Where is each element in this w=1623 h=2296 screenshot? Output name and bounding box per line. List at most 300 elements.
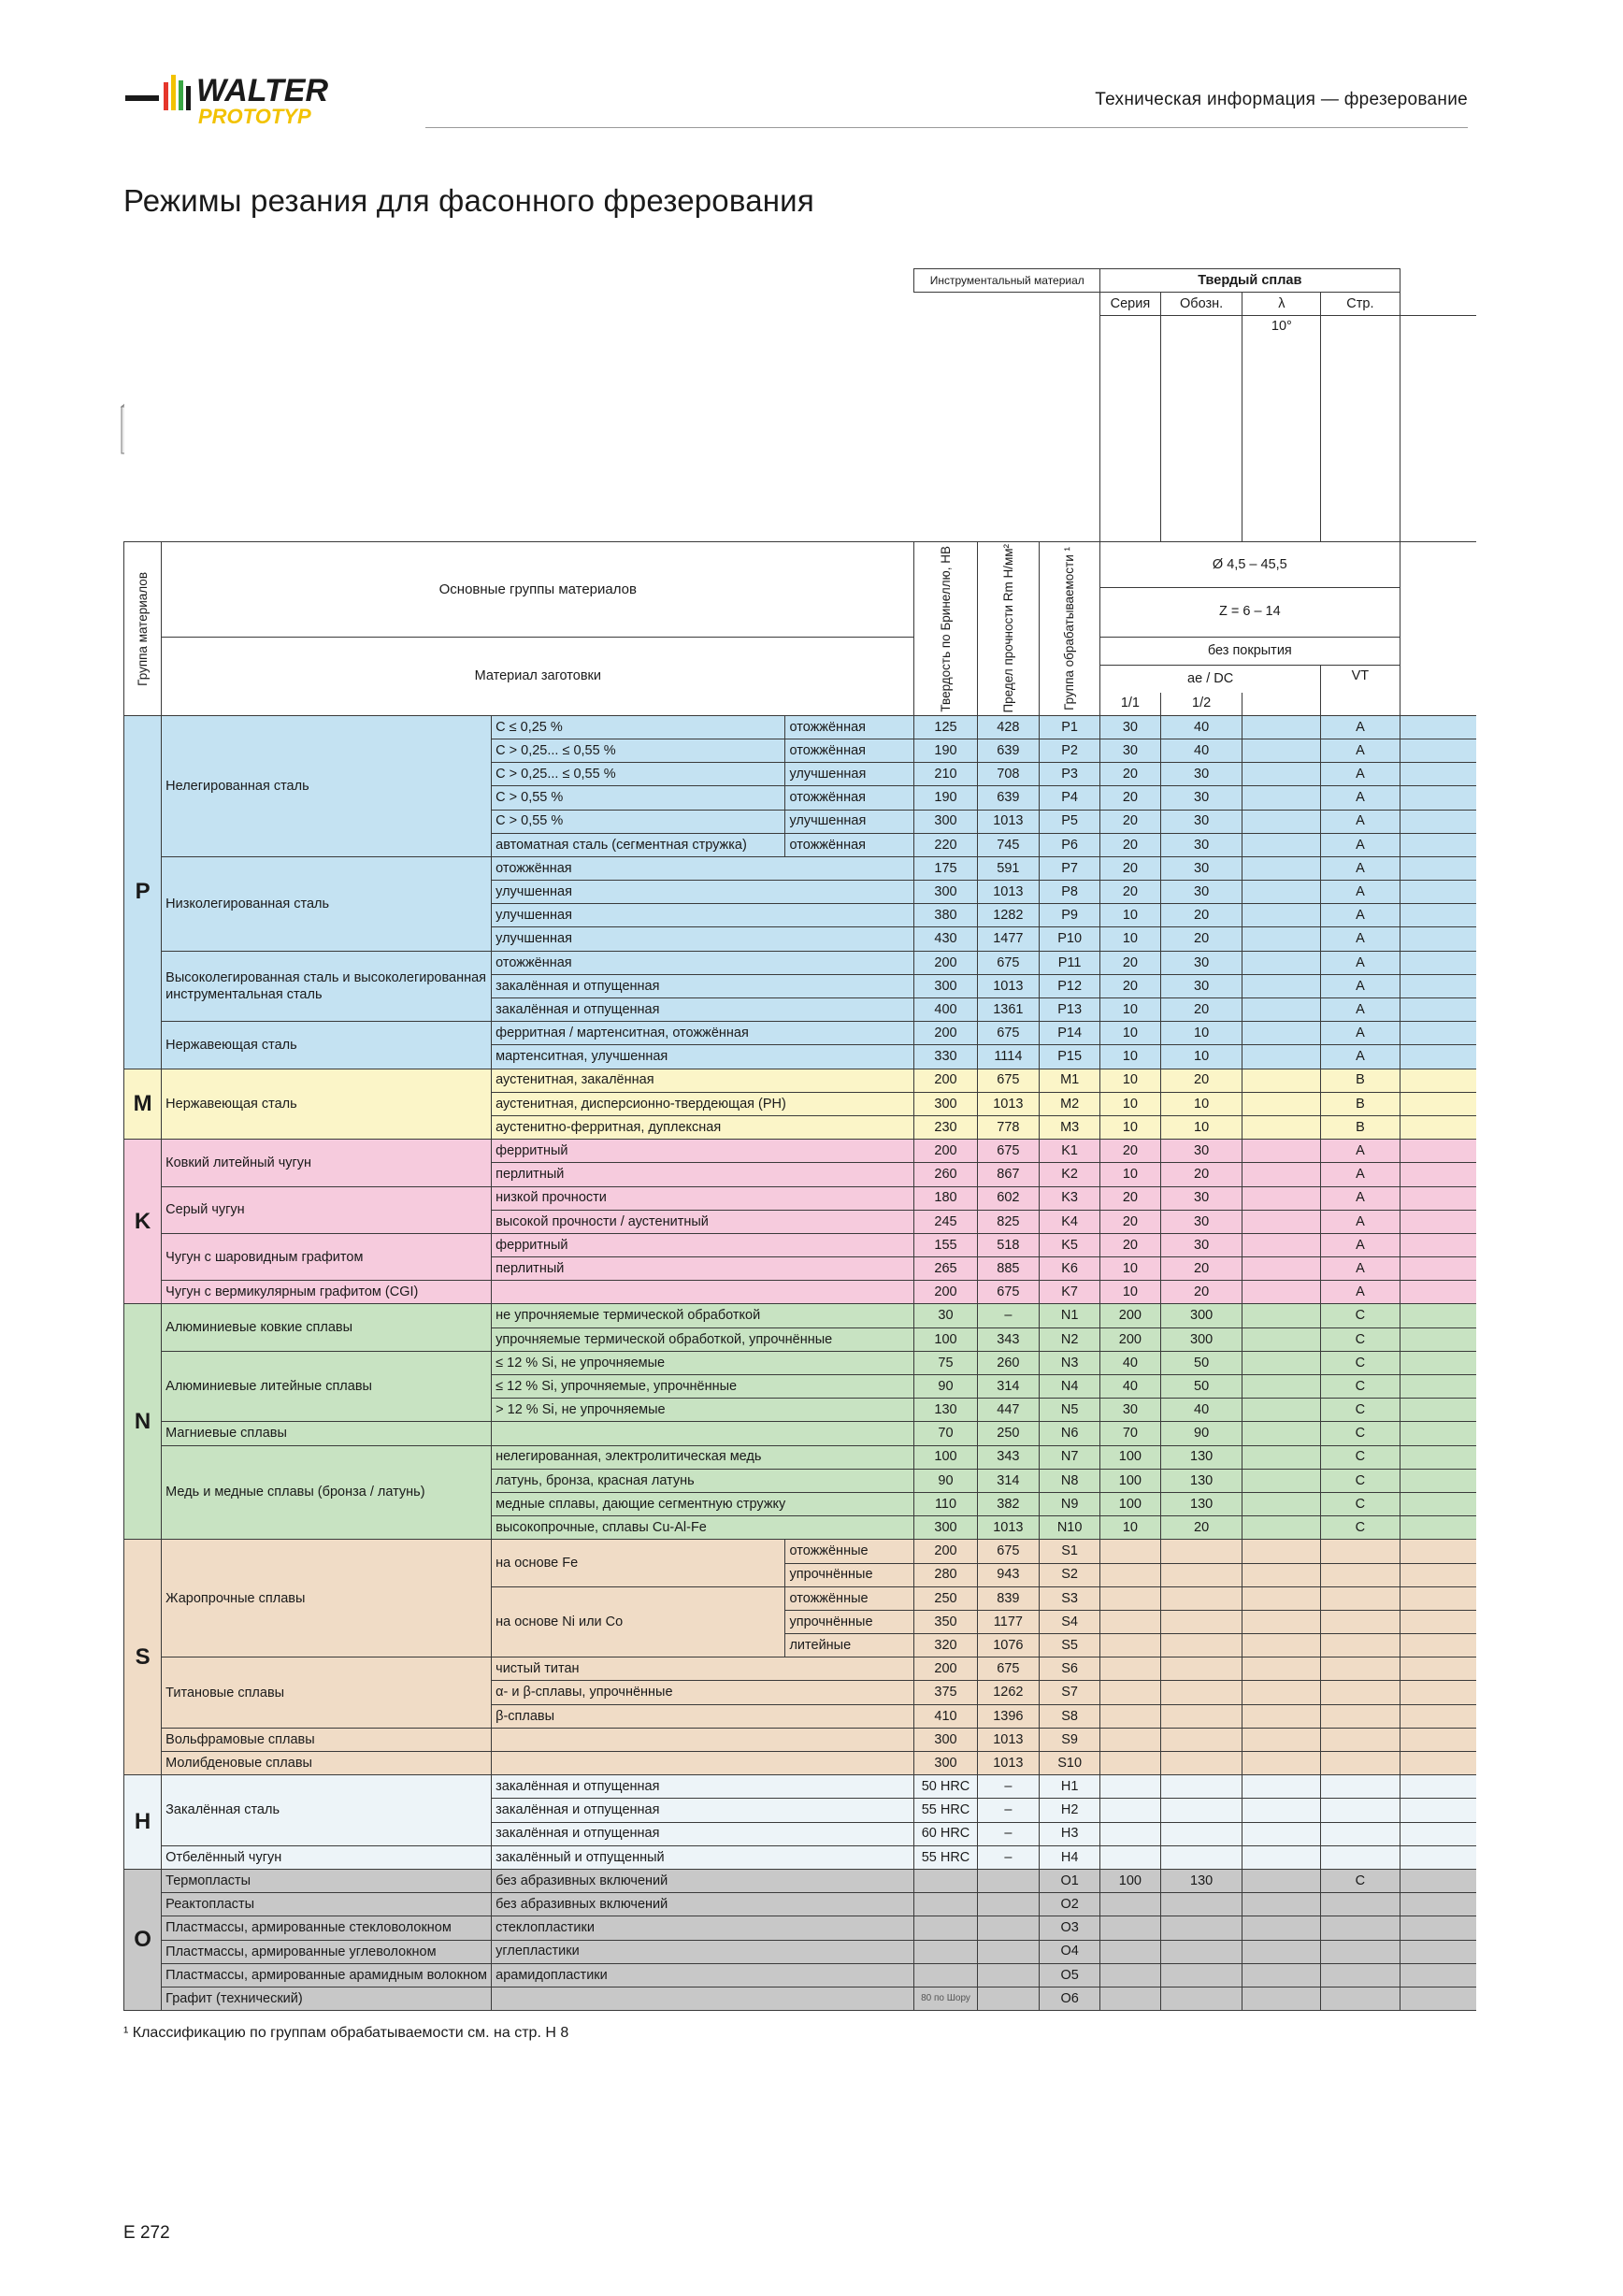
strength-value: – xyxy=(977,1775,1040,1799)
blank-cell xyxy=(1242,1563,1321,1586)
vc-ae-1-2: 20 xyxy=(1160,1257,1242,1281)
vt-value: A xyxy=(1321,715,1400,739)
vc-ae-1-2: 30 xyxy=(1160,1140,1242,1163)
vt-value: A xyxy=(1321,1022,1400,1045)
vc-ae-1-1: 30 xyxy=(1100,1399,1161,1422)
strength-value: 1013 xyxy=(977,881,1040,904)
group-letter-m: M xyxy=(124,1069,162,1140)
strength-value: 1396 xyxy=(977,1704,1040,1728)
vc-ae-1-1 xyxy=(1100,1610,1161,1633)
material-condition: арамидопластики xyxy=(492,1963,914,1987)
table-row xyxy=(124,1422,1623,1445)
blank-cell xyxy=(1242,1540,1321,1563)
vc-ae-1-2: 40 xyxy=(1160,739,1242,762)
blank-cell xyxy=(1242,856,1321,880)
vc-ae-1-1: 10 xyxy=(1100,904,1161,927)
main-group: Пластмассы, армированные стекловолокном xyxy=(162,1916,492,1940)
vc-ae-1-2: 10 xyxy=(1160,1022,1242,1045)
hardness-value: 200 xyxy=(914,1281,977,1304)
vt-value: A xyxy=(1321,1257,1400,1281)
material-condition: C > 0,55 % xyxy=(492,810,785,833)
main-group: Серый чугун xyxy=(162,1186,492,1233)
machinability-code: M1 xyxy=(1040,1069,1100,1092)
vt-value: C xyxy=(1321,1375,1400,1399)
blank-cell xyxy=(1400,1092,1476,1115)
vc-ae-1-1 xyxy=(1100,1799,1161,1822)
page-title: Режимы резания для фасонного фрезерования xyxy=(123,183,814,218)
machinability-code: P2 xyxy=(1040,739,1100,762)
ae-dc-label: aе / DC xyxy=(1100,665,1321,692)
col-page: Стр. xyxy=(1321,293,1400,316)
blank-cell xyxy=(1400,1492,1476,1515)
blank-cell xyxy=(1242,1069,1321,1092)
vc-ae-1-2: 20 xyxy=(1160,904,1242,927)
blank-cell xyxy=(1242,904,1321,927)
vt-label: VT xyxy=(1321,665,1400,715)
vc-ae-1-2 xyxy=(1160,1610,1242,1633)
machinability-code: O5 xyxy=(1040,1963,1100,1987)
machinability-code: K5 xyxy=(1040,1233,1100,1256)
main-group: Нержавеющая сталь xyxy=(162,1022,492,1069)
vt-value xyxy=(1321,1634,1400,1657)
machinability-code: H2 xyxy=(1040,1799,1100,1822)
material-condition: ферритный xyxy=(492,1140,914,1163)
walter-prototyp-logo xyxy=(123,58,395,133)
material-condition: стеклопластики xyxy=(492,1916,914,1940)
vc-ae-1-2 xyxy=(1160,1657,1242,1681)
vc-ae-1-2 xyxy=(1160,1563,1242,1586)
material-condition: углепластики xyxy=(492,1940,914,1963)
material-condition: аустенитная, закалённая xyxy=(492,1069,914,1092)
blank-cell xyxy=(1242,951,1321,974)
code-cell xyxy=(1160,316,1242,542)
vc-ae-1-2 xyxy=(1160,1845,1242,1869)
blank-cell xyxy=(1242,1681,1321,1704)
vc-ae-1-2 xyxy=(1160,1704,1242,1728)
machinability-code: N10 xyxy=(1040,1516,1100,1540)
blank-cell xyxy=(1400,1869,1476,1892)
material-condition: перлитный xyxy=(492,1163,914,1186)
strength-value: 602 xyxy=(977,1186,1040,1210)
vc-ae-1-2 xyxy=(1160,1916,1242,1940)
blank-cell xyxy=(1242,1492,1321,1515)
vc-ae-1-2: 30 xyxy=(1160,881,1242,904)
blank-cell xyxy=(1242,1186,1321,1210)
hardness-value: 90 xyxy=(914,1469,977,1492)
blank-cell xyxy=(1400,1822,1476,1845)
vc-ae-1-2: 20 xyxy=(1160,998,1242,1022)
blank-cell xyxy=(1400,763,1476,786)
hardness-value: 175 xyxy=(914,856,977,880)
vc-ae-1-1: 100 xyxy=(1100,1469,1161,1492)
material-condition: перлитный xyxy=(492,1257,914,1281)
vt-value: A xyxy=(1321,1186,1400,1210)
blank-cell xyxy=(1476,316,1623,542)
blank-cell xyxy=(1400,1163,1476,1186)
vc-ae-1-2: 30 xyxy=(1160,974,1242,997)
main-group: Алюминиевые литейные сплавы xyxy=(162,1351,492,1422)
vc-ae-1-2 xyxy=(1160,1963,1242,1987)
vc-ae-1-2 xyxy=(1160,1893,1242,1916)
blank-cell xyxy=(1400,1375,1476,1399)
tool-material: Твердый сплав xyxy=(1100,269,1400,293)
material-condition: ≤ 12 % Si, упрочняемые, упрочнённые xyxy=(492,1375,914,1399)
vt-value: C xyxy=(1321,1351,1400,1374)
machinability-code: P12 xyxy=(1040,974,1100,997)
strength-value: 1477 xyxy=(977,927,1040,951)
table-row xyxy=(124,1940,1623,1963)
machinability-code: P5 xyxy=(1040,810,1100,833)
machinability-code: P3 xyxy=(1040,763,1100,786)
strength-value: 1361 xyxy=(977,998,1040,1022)
strength-value: – xyxy=(977,1799,1040,1822)
blank-cell xyxy=(1242,1092,1321,1115)
vc-ae-1-2: 30 xyxy=(1160,763,1242,786)
diameter-range: Ø 4,5 – 45,5 xyxy=(1100,542,1400,587)
blank-cell xyxy=(1400,1775,1476,1799)
vt-value xyxy=(1321,1728,1400,1751)
strength-value xyxy=(977,1987,1040,2010)
material-condition: C > 0,55 % xyxy=(492,786,785,810)
blank-cell xyxy=(1476,269,1623,293)
machinability-code: O1 xyxy=(1040,1869,1100,1892)
vc-ae-1-2 xyxy=(1160,1681,1242,1704)
main-group: Термопласты xyxy=(162,1869,492,1892)
vc-ae-1-1: 20 xyxy=(1100,786,1161,810)
vt-value: A xyxy=(1321,739,1400,762)
vc-ae-1-1 xyxy=(1100,1586,1161,1610)
machinability-code: N6 xyxy=(1040,1422,1100,1445)
vc-ae-1-1 xyxy=(1100,1916,1161,1940)
vc-ae-1-1 xyxy=(1100,1657,1161,1681)
blank-cell xyxy=(1242,1022,1321,1045)
hardness-value: 200 xyxy=(914,951,977,974)
material-state: отожжённые xyxy=(785,1540,914,1563)
hardness-value: 260 xyxy=(914,1163,977,1186)
strength-value xyxy=(977,1893,1040,1916)
machinability-code: K4 xyxy=(1040,1210,1100,1233)
vc-ae-1-1 xyxy=(1100,1963,1161,1987)
material-state: отожжённая xyxy=(785,739,914,762)
vc-ae-1-2: 30 xyxy=(1160,1210,1242,1233)
blank-cell xyxy=(1400,542,1476,716)
vt-value: A xyxy=(1321,833,1400,856)
blank-cell xyxy=(1400,1022,1476,1045)
hardness-value: 80 по Шору xyxy=(914,1987,977,2010)
vc-ae-1-2: 30 xyxy=(1160,810,1242,833)
vc-ae-1-1 xyxy=(1100,1540,1161,1563)
strength-value: 343 xyxy=(977,1327,1040,1351)
vt-value: A xyxy=(1321,1233,1400,1256)
tool-material-label: Инструментальный материал xyxy=(914,269,1100,293)
hardness-value: 300 xyxy=(914,1092,977,1115)
hardness-value: 300 xyxy=(914,974,977,997)
vc-ae-1-2 xyxy=(1160,1752,1242,1775)
vc-ae-1-1 xyxy=(1100,1728,1161,1751)
machinability-code: N4 xyxy=(1040,1375,1100,1399)
machinability-code: H4 xyxy=(1040,1845,1100,1869)
hardness-value: 380 xyxy=(914,904,977,927)
vt-value: A xyxy=(1321,998,1400,1022)
vt-value xyxy=(1321,1893,1400,1916)
hardness-value xyxy=(914,1963,977,1987)
table-row xyxy=(124,1728,1623,1751)
blank-cell xyxy=(1400,881,1476,904)
strength-value: 639 xyxy=(977,786,1040,810)
material-condition: отожжённая xyxy=(492,856,914,880)
material-state: литейные xyxy=(785,1634,914,1657)
strength-value: 778 xyxy=(977,1115,1040,1139)
vc-ae-1-1: 100 xyxy=(1100,1492,1161,1515)
machinability-code: P10 xyxy=(1040,927,1100,951)
vt-value: C xyxy=(1321,1399,1400,1422)
vc-ae-1-2 xyxy=(1160,1940,1242,1963)
machinability-code: N8 xyxy=(1040,1469,1100,1492)
hardness-value: 375 xyxy=(914,1681,977,1704)
hardness-value: 410 xyxy=(914,1704,977,1728)
vc-ae-1-1: 10 xyxy=(1100,927,1161,951)
strength-value: 839 xyxy=(977,1586,1040,1610)
blank-cell xyxy=(1242,1163,1321,1186)
strength-value: 1114 xyxy=(977,1045,1040,1069)
strength-value: 591 xyxy=(977,856,1040,880)
blank-cell xyxy=(1400,1045,1476,1069)
main-group: Графит (технический) xyxy=(162,1987,492,2010)
vc-ae-1-2: 40 xyxy=(1160,715,1242,739)
hardness-value: 110 xyxy=(914,1492,977,1515)
machinability-code: N7 xyxy=(1040,1445,1100,1469)
vc-ae-1-1 xyxy=(1100,1752,1161,1775)
vc-ae-1-1: 200 xyxy=(1100,1327,1161,1351)
hardness-value: 55 HRC xyxy=(914,1799,977,1822)
table-row xyxy=(124,856,1623,880)
material-condition: ≤ 12 % Si, не упрочняемые xyxy=(492,1351,914,1374)
blank-cell xyxy=(1400,1752,1476,1775)
table-row xyxy=(124,1657,1623,1681)
vt-value: A xyxy=(1321,1281,1400,1304)
blank-cell xyxy=(1242,1210,1321,1233)
hardness-value: 200 xyxy=(914,1022,977,1045)
vc-ae-1-2: 30 xyxy=(1160,951,1242,974)
material-state: упрочнённые xyxy=(785,1610,914,1633)
strength-value: 1013 xyxy=(977,1752,1040,1775)
blank-cell xyxy=(1242,1327,1321,1351)
machinability-code: S1 xyxy=(1040,1540,1100,1563)
material-condition: C > 0,25... ≤ 0,55 % xyxy=(492,763,785,786)
blank-cell xyxy=(1400,833,1476,856)
hardness-value: 180 xyxy=(914,1186,977,1210)
material-state: улучшенная xyxy=(785,763,914,786)
vc-ae-1-1: 10 xyxy=(1100,1516,1161,1540)
hardness-value: 155 xyxy=(914,1233,977,1256)
vt-value: B xyxy=(1321,1092,1400,1115)
hardness-value: 230 xyxy=(914,1115,977,1139)
strength-value: 343 xyxy=(977,1445,1040,1469)
blank-cell xyxy=(1242,786,1321,810)
material-condition: C > 0,25... ≤ 0,55 % xyxy=(492,739,785,762)
material-condition: без абразивных включений xyxy=(492,1869,914,1892)
blank-cell xyxy=(1242,1822,1321,1845)
blank-cell xyxy=(1400,1351,1476,1374)
main-group: Чугун с шаровидным графитом xyxy=(162,1233,492,1280)
blank-cell xyxy=(1400,269,1476,293)
blank-cell xyxy=(1400,974,1476,997)
hardness-value: 200 xyxy=(914,1657,977,1681)
material-condition: на основе Fe xyxy=(492,1540,785,1586)
table-row xyxy=(124,1233,1623,1256)
machinability-code: O2 xyxy=(1040,1893,1100,1916)
hardness-value: 300 xyxy=(914,881,977,904)
blank-cell xyxy=(1242,1610,1321,1633)
blank-cell xyxy=(1400,1069,1476,1092)
strength-value: 1013 xyxy=(977,1516,1040,1540)
vc-ae-1-1: 20 xyxy=(1100,810,1161,833)
strength-value: 382 xyxy=(977,1492,1040,1515)
strength-value: 1177 xyxy=(977,1610,1040,1633)
lambda-value: 10° xyxy=(1242,316,1321,542)
ae-1-1: 1/1 xyxy=(1100,693,1161,716)
vc-ae-1-1: 10 xyxy=(1100,1115,1161,1139)
hardness-value: 50 HRC xyxy=(914,1775,977,1799)
group-letter-n: N xyxy=(124,1304,162,1540)
blank-cell xyxy=(1242,1634,1321,1657)
blank-cell xyxy=(1400,1681,1476,1704)
vc-ae-1-1: 10 xyxy=(1100,998,1161,1022)
material-condition: автоматная сталь (сегментная стружка) xyxy=(492,833,785,856)
strength-value: 1076 xyxy=(977,1634,1040,1657)
material-state: отожжённая xyxy=(785,786,914,810)
blank-cell xyxy=(1400,1610,1476,1633)
blank-cell xyxy=(1400,1304,1476,1327)
logo-secondary: PROTOTYP xyxy=(198,105,311,128)
machinability-code: P11 xyxy=(1040,951,1100,974)
hardness-value: 300 xyxy=(914,1752,977,1775)
table-row xyxy=(124,1351,1623,1374)
hardness-value: 280 xyxy=(914,1563,977,1586)
main-group: Реактопласты xyxy=(162,1893,492,1916)
col-strength: Предел прочности Rm Н/мм² xyxy=(977,542,1040,716)
blank-cell xyxy=(1242,1845,1321,1869)
hardness-value: 300 xyxy=(914,1728,977,1751)
blank-cell xyxy=(1242,1728,1321,1751)
blank-cell xyxy=(1242,1916,1321,1940)
material-condition: > 12 % Si, не упрочняемые xyxy=(492,1399,914,1422)
table-row xyxy=(124,715,1623,739)
vt-value: A xyxy=(1321,951,1400,974)
col-series: Серия xyxy=(1100,293,1161,316)
material-condition: не упрочняемые термической обработкой xyxy=(492,1304,914,1327)
hardness-value: 70 xyxy=(914,1422,977,1445)
machinability-code: H3 xyxy=(1040,1822,1100,1845)
hardness-value: 130 xyxy=(914,1399,977,1422)
strength-value: 867 xyxy=(977,1163,1040,1186)
machinability-code: P14 xyxy=(1040,1022,1100,1045)
blank-cell xyxy=(1400,1445,1476,1469)
strength-value: – xyxy=(977,1822,1040,1845)
hardness-value xyxy=(914,1916,977,1940)
blank-cell xyxy=(1400,1634,1476,1657)
vt-value xyxy=(1321,1752,1400,1775)
material-condition: нелегированная, электролитическая медь xyxy=(492,1445,914,1469)
main-group: Жаропрочные сплавы xyxy=(162,1540,492,1657)
machinability-code: P8 xyxy=(1040,881,1100,904)
machinability-code: M2 xyxy=(1040,1092,1100,1115)
hardness-value: 350 xyxy=(914,1610,977,1633)
table-row xyxy=(124,1916,1623,1940)
vt-value xyxy=(1321,1940,1400,1963)
strength-value: 825 xyxy=(977,1210,1040,1233)
main-group: Молибденовые сплавы xyxy=(162,1752,492,1775)
strength-value: – xyxy=(977,1845,1040,1869)
blank-cell xyxy=(1400,786,1476,810)
main-group: Медь и медные сплавы (бронза / латунь) xyxy=(162,1445,492,1540)
machinability-code: N2 xyxy=(1040,1327,1100,1351)
main-group: Высоколегированная сталь и высоколегированная инструментальная сталь xyxy=(162,951,492,1022)
vc-ae-1-2: 40 xyxy=(1160,1399,1242,1422)
blank-cell xyxy=(1242,1257,1321,1281)
blank-cell xyxy=(1242,1799,1321,1822)
strength-value: 314 xyxy=(977,1469,1040,1492)
vc-ae-1-1: 30 xyxy=(1100,739,1161,762)
table-row xyxy=(124,1304,1623,1327)
col-hardness: Твердость по Бринеллю, HB xyxy=(914,542,977,716)
blank-cell xyxy=(1400,1399,1476,1422)
blank-cell xyxy=(1242,927,1321,951)
vc-ae-1-1: 40 xyxy=(1100,1375,1161,1399)
blank-cell xyxy=(1242,1893,1321,1916)
vt-value: B xyxy=(1321,1069,1400,1092)
blank-cell xyxy=(1242,1140,1321,1163)
main-group: Ковкий литейный чугун xyxy=(162,1140,492,1186)
strength-value: 708 xyxy=(977,763,1040,786)
vt-value: C xyxy=(1321,1492,1400,1515)
vt-value: C xyxy=(1321,1445,1400,1469)
page-number: E 272 xyxy=(123,2223,170,2243)
vc-ae-1-2: 130 xyxy=(1160,1445,1242,1469)
machinability-code: H1 xyxy=(1040,1775,1100,1799)
machinability-code: N9 xyxy=(1040,1492,1100,1515)
blank-cell xyxy=(1400,1540,1476,1563)
blank-cell xyxy=(1400,904,1476,927)
strength-value: 885 xyxy=(977,1257,1040,1281)
material-state: упрочнённые xyxy=(785,1563,914,1586)
hardness-value: 75 xyxy=(914,1351,977,1374)
blank-cell xyxy=(1242,1445,1321,1469)
hardness-value xyxy=(914,1940,977,1963)
machinability-code: O6 xyxy=(1040,1987,1100,2010)
vc-ae-1-1 xyxy=(1100,1681,1161,1704)
blank-cell xyxy=(1400,1563,1476,1586)
blank-cell xyxy=(1400,316,1476,542)
vc-ae-1-1: 20 xyxy=(1100,1186,1161,1210)
hardness-value: 100 xyxy=(914,1445,977,1469)
machinability-code: O4 xyxy=(1040,1940,1100,1963)
vt-value: A xyxy=(1321,1045,1400,1069)
hardness-value: 210 xyxy=(914,763,977,786)
vc-ae-1-1 xyxy=(1100,1563,1161,1586)
blank-cell xyxy=(1400,1257,1476,1281)
vc-ae-1-2: 300 xyxy=(1160,1327,1242,1351)
blank-cell xyxy=(1242,1281,1321,1304)
hardness-value: 90 xyxy=(914,1375,977,1399)
vt-value: C xyxy=(1321,1422,1400,1445)
table-row xyxy=(124,1069,1623,1092)
series-cell xyxy=(1100,316,1161,542)
material-state: отожжённая xyxy=(785,833,914,856)
blank-cell xyxy=(1400,1728,1476,1751)
vt-value: A xyxy=(1321,974,1400,997)
blank-cell xyxy=(1400,1210,1476,1233)
